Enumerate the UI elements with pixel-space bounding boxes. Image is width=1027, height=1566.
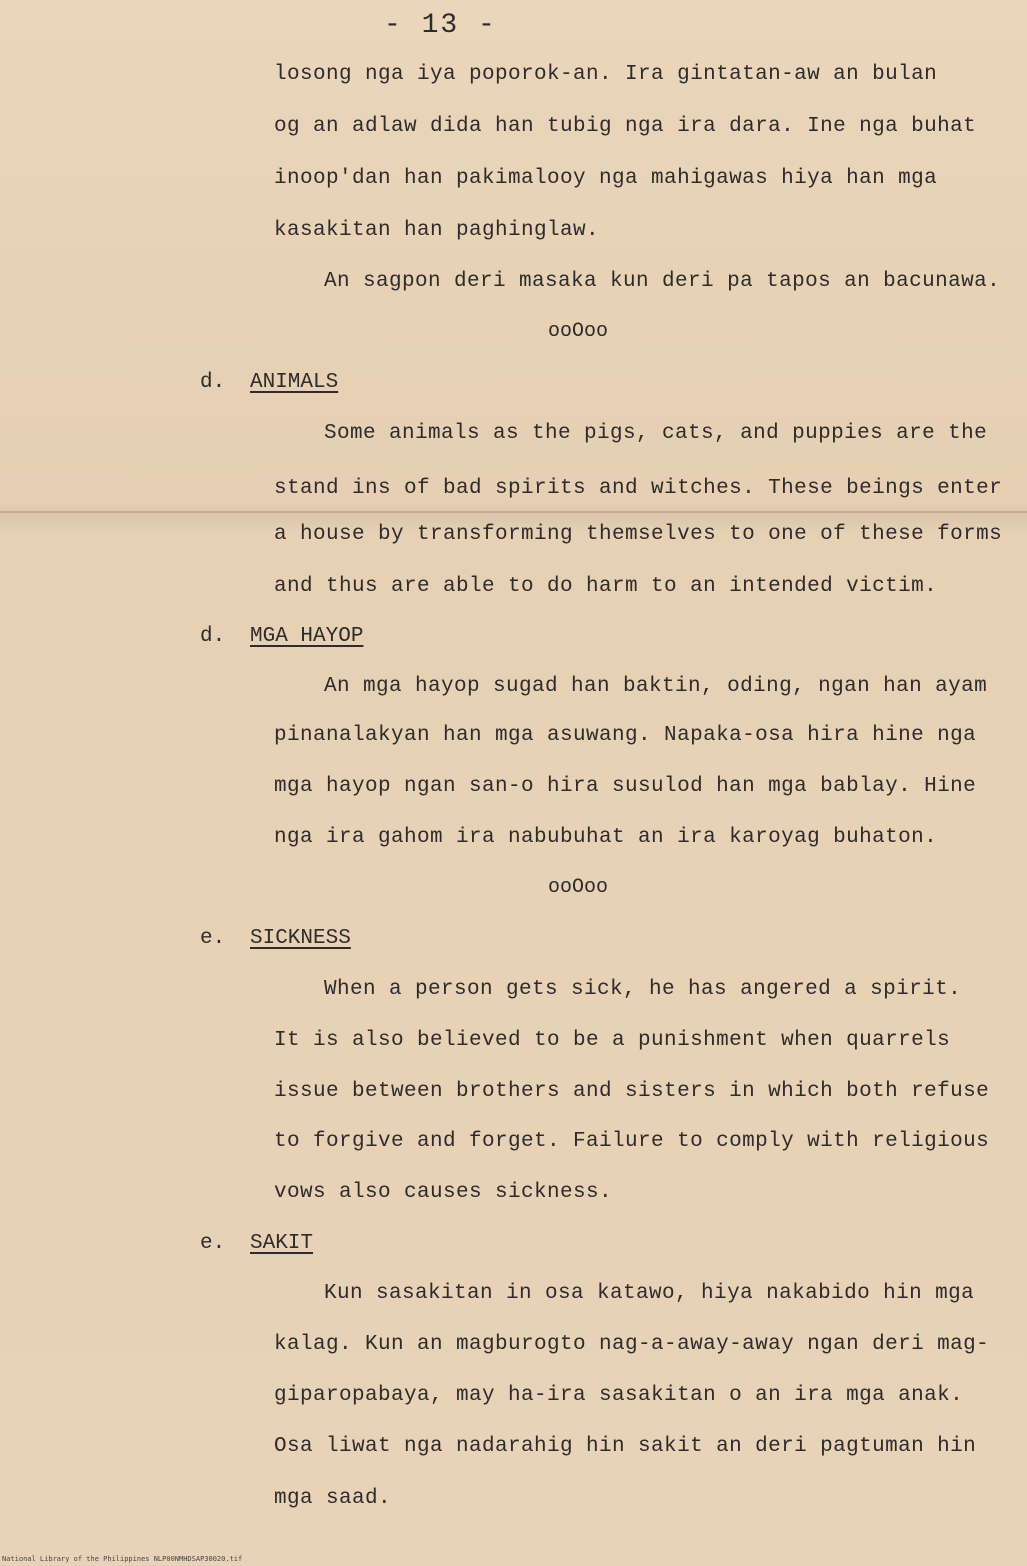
paragraph-line: vows also causes sickness. — [274, 1181, 613, 1204]
paragraph-line: giparopabaya, may ha-ira sasakitan o an ira mga anak. — [274, 1384, 964, 1407]
page-number: - 13 - — [384, 10, 497, 41]
section-title: MGA HAYOP — [250, 625, 364, 648]
paragraph-line: It is also believed to be a punishment when quarrels — [274, 1029, 951, 1052]
section-letter: d. — [200, 371, 226, 394]
paragraph-line: a house by transforming themselves to one of these forms — [274, 523, 1003, 546]
section-title: SAKIT — [250, 1232, 314, 1255]
section-heading-animals — [200, 371, 338, 394]
paragraph-line: and thus are able to do harm to an intended victim. — [274, 575, 938, 598]
intro-line: inoop'dan han pakimalooy nga mahigawas hiya han mga — [274, 167, 938, 190]
section-letter: e. — [200, 1232, 226, 1255]
intro-line: og an adlaw dida han tubig nga ira dara. Ine nga buhat — [274, 115, 977, 138]
paragraph-line: to forgive and forget. Failure to comply with religious — [274, 1130, 990, 1153]
section-separator: ooOoo — [548, 320, 609, 343]
section-heading-mga-hayop — [200, 625, 363, 648]
section-title: SICKNESS — [250, 927, 351, 950]
paragraph-line: pinanalakyan han mga asuwang. Napaka-osa hira hine nga — [274, 724, 977, 747]
intro-line: losong nga iya poporok-an. Ira gintatan-aw an bulan — [274, 63, 938, 86]
section-heading-sakit — [200, 1232, 313, 1255]
paragraph-line: Kun sasakitan in osa katawo, hiya nakabido hin mga — [324, 1282, 975, 1305]
section-letter: e. — [200, 927, 226, 950]
archive-footer: National Library of the Philippines NLP00NMHDSAP30020.tif — [2, 1555, 243, 1563]
paper-fold-line — [0, 511, 1027, 513]
paragraph-line: mga hayop ngan san-o hira susulod han mga bablay. Hine — [274, 775, 977, 798]
section-title: ANIMALS — [250, 371, 339, 394]
section-letter: d. — [200, 625, 226, 648]
paragraph-line: issue between brothers and sisters in which both refuse — [274, 1080, 990, 1103]
paragraph-line: An mga hayop sugad han baktin, oding, ngan han ayam — [324, 675, 988, 698]
intro-line: An sagpon deri masaka kun deri pa tapos an bacunawa. — [324, 270, 1001, 293]
section-heading-sickness — [200, 927, 351, 950]
paragraph-line: nga ira gahom ira nabubuhat an ira karoyag buhaton. — [274, 826, 938, 849]
paragraph-line: Osa liwat nga nadarahig hin sakit an deri pagtuman hin — [274, 1435, 977, 1458]
paragraph-line: kalag. Kun an magburogto nag-a-away-away ngan deri mag- — [274, 1333, 990, 1356]
paragraph-line: stand ins of bad spirits and witches. These beings enter — [274, 477, 1003, 500]
intro-line: kasakitan han paghinglaw. — [274, 219, 600, 242]
paragraph-line: Some animals as the pigs, cats, and puppies are the — [324, 422, 988, 445]
paragraph-line: mga saad. — [274, 1487, 392, 1510]
section-separator: ooOoo — [548, 876, 609, 899]
paragraph-line: When a person gets sick, he has angered a spirit. — [324, 978, 962, 1001]
